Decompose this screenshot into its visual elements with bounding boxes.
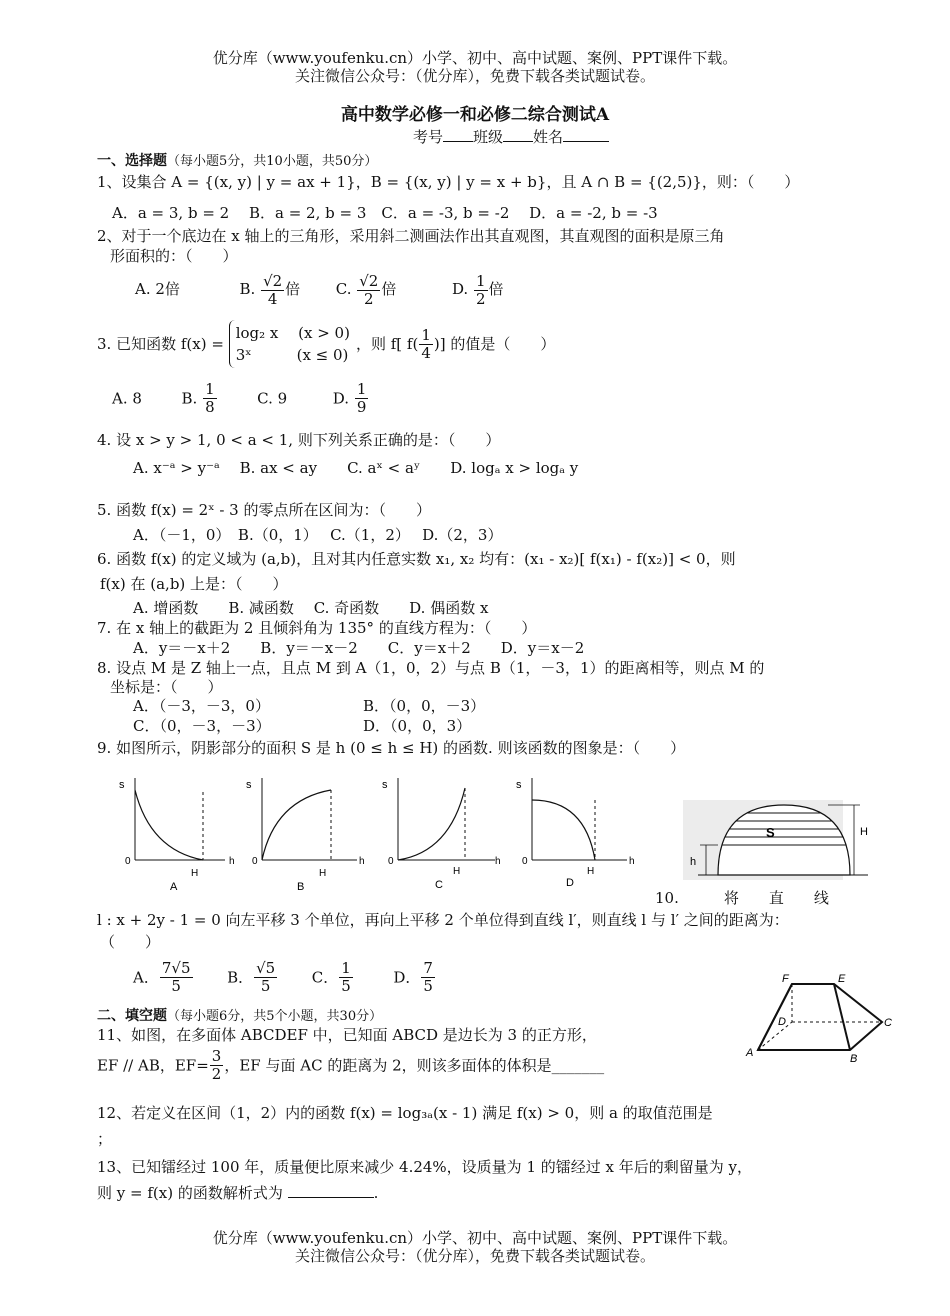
name-blank[interactable] bbox=[563, 127, 609, 142]
q9-graphs bbox=[95, 770, 655, 895]
q3-option-d-den: 9 bbox=[356, 398, 367, 416]
q3-tail-den: 4 bbox=[421, 343, 431, 362]
q3-lead: 3. 已知函数 f(x) = bbox=[97, 335, 224, 353]
q9-graph-a-o: 0 bbox=[125, 856, 131, 867]
q11-label-F: F bbox=[782, 973, 789, 985]
q8-option-b: B．（0，0，－3） bbox=[363, 697, 486, 715]
q9-graph-d-s: s bbox=[516, 779, 522, 791]
q9-graph-d-o: 0 bbox=[522, 856, 528, 867]
q3-case2: 3ˣ (x ≤ 0) bbox=[235, 346, 349, 364]
class-label: 班级 bbox=[473, 128, 504, 146]
section1-title: 一、选择题 bbox=[97, 153, 167, 169]
q10-lead: 10. 将 直 线 bbox=[655, 889, 829, 907]
q13-stem-line2-tail: . bbox=[373, 1184, 379, 1202]
q2-option-c-tail: 倍 bbox=[381, 280, 397, 298]
q3-option-c: C. 9 bbox=[257, 389, 288, 408]
q9-graph-c-H: H bbox=[453, 866, 461, 877]
site-header-line2: 关注微信公众号：（优分库），免费下载各类试题试卷。 bbox=[294, 67, 655, 85]
q12-stem-line2: ； bbox=[97, 1130, 113, 1148]
q10-option-d-den: 5 bbox=[423, 977, 433, 995]
q2-option-d-label: D. bbox=[451, 280, 469, 298]
q11-frac-num: 3 bbox=[211, 1047, 222, 1065]
q2-option-c-num: √2 bbox=[359, 271, 379, 290]
q8-option-d: D．（0，0，3） bbox=[363, 717, 472, 735]
exam-info bbox=[413, 127, 609, 147]
q9-graph-a bbox=[119, 778, 235, 893]
q13-stem-line1: 13、已知镭经过 100 年，质量便比原来减少 4.24%，设质量为 1 的镭经过 x 年后的剩留量为 y， bbox=[97, 1158, 752, 1176]
q2-options bbox=[135, 267, 504, 308]
q2-option-a: A. 2倍 bbox=[135, 280, 180, 298]
q7-options: A．y＝－x＋2 B．y＝－x－2 C．y＝x＋2 D．y＝x－2 bbox=[133, 639, 585, 657]
q11-polyhedron-figure bbox=[742, 970, 897, 1065]
q9-graph-d-letter: D bbox=[566, 877, 574, 889]
q2-stem-line1: 2、对于一个底边在 x 轴上的三角形，采用斜二测画法作出其直观图，其直观图的面积是原三角 bbox=[97, 227, 725, 245]
q8-stem-line1: 8. 设点 M 是 Z 轴上一点，且点 M 到 A（1，0，2）与点 B（1，－3，1）的距离相等，则点 M 的 bbox=[97, 659, 765, 677]
q10-stem-line1: l : x + 2y - 1 = 0 向左平移 3 个单位，再向上平移 2 个单位得到直线 l′，则直线 l 与 l′ 之间的距离为： bbox=[97, 911, 789, 929]
class-blank[interactable] bbox=[503, 127, 533, 142]
q3-stem bbox=[97, 320, 555, 368]
q11-label-D: D bbox=[778, 1016, 786, 1028]
q2-option-d-den: 2 bbox=[475, 289, 486, 308]
q9-dome-S: S bbox=[766, 825, 775, 840]
q3-options bbox=[112, 381, 369, 416]
q10-option-c-label: C． bbox=[311, 968, 339, 987]
q1-stem: 1、设集合 A = {(x, y) | y = ax + 1}，B = {(x, y) | y = x + b}，且 A ∩ B = {(2,5)}，则：（ ） bbox=[97, 173, 800, 191]
q10-option-b-num: √5 bbox=[256, 959, 276, 977]
q3-option-b-label: B. bbox=[181, 389, 198, 408]
q7-stem: 7. 在 x 轴上的截距为 2 且倾斜角为 135° 的直线方程为：（ ） bbox=[97, 619, 537, 637]
q9-graph-c-s: s bbox=[382, 779, 388, 791]
q9-graph-a-s: s bbox=[119, 779, 125, 791]
q10-option-b-den: 5 bbox=[260, 977, 271, 995]
q3-piecewise bbox=[229, 320, 356, 368]
q3-option-d-num: 1 bbox=[356, 380, 367, 398]
q9-graph-d-H: H bbox=[587, 866, 595, 877]
q6-stem-line2: f(x) 在 (a,b) 上是：（ ） bbox=[100, 575, 288, 593]
q9-graph-c-letter: C bbox=[435, 879, 443, 891]
q9-graph-c-o: 0 bbox=[388, 856, 394, 867]
q11-label-B: B bbox=[850, 1053, 858, 1065]
q8-option-c: C．（0，－3，－3） bbox=[133, 717, 271, 735]
q2-option-b-tail: 倍 bbox=[285, 280, 301, 298]
page-title: 高中数学必修一和必修二综合测试A bbox=[340, 105, 610, 125]
site-footer-line1: 优分库（www.youfenku.cn）小学、初中、高中试题、案例、PPT课件下载。 bbox=[212, 1229, 738, 1247]
section2-title: 二、填空题 bbox=[97, 1008, 167, 1024]
q9-graph-b-o: 0 bbox=[252, 856, 258, 867]
q9-graph-b-letter: B bbox=[297, 881, 305, 893]
site-header-line1: 优分库（www.youfenku.cn）小学、初中、高中试题、案例、PPT课件下载。 bbox=[212, 49, 738, 67]
q9-graph-b-h: h bbox=[359, 856, 365, 867]
q5-stem: 5. 函数 f(x) = 2ˣ - 3 的零点所在区间为：（ ） bbox=[97, 501, 431, 519]
q3-option-d-label: D. bbox=[332, 389, 350, 408]
q11-label-E: E bbox=[838, 973, 846, 985]
q9-graph-b-s: s bbox=[246, 779, 252, 791]
q9-graph-a-H: H bbox=[191, 868, 199, 879]
q8-option-a: A．（－3，－3，0） bbox=[133, 697, 270, 715]
q10-option-d-num: 7 bbox=[423, 959, 433, 977]
q9-graph-a-h: h bbox=[229, 856, 235, 867]
q9-graph-b-H: H bbox=[319, 868, 327, 879]
exam-no-blank[interactable] bbox=[443, 127, 473, 142]
q10-option-d-label: D． bbox=[393, 968, 421, 987]
q9-graph-d bbox=[516, 778, 635, 889]
q10-option-c-den: 5 bbox=[341, 977, 351, 995]
q10-stem-line2: （ ） bbox=[100, 933, 161, 951]
q12-stem-line1: 12、若定义在区间（1，2）内的函数 f(x) = log₃ₐ(x - 1) 满足 f(x) > 0，则 a 的取值范围是 bbox=[97, 1104, 713, 1122]
q3-case1: log₂ x (x > 0) bbox=[235, 324, 350, 342]
q3-tail-num: 1 bbox=[421, 325, 431, 344]
q10-options bbox=[133, 960, 436, 995]
q3-tail-b: )] 的值是（ ） bbox=[433, 335, 556, 353]
q9-dome-figure bbox=[678, 795, 873, 885]
q6-options: A. 增函数 B. 减函数 C. 奇函数 D. 偶函数 x bbox=[133, 599, 489, 617]
q11-frac-den: 2 bbox=[211, 1065, 222, 1083]
q2-option-b-num: √2 bbox=[263, 271, 283, 290]
q11-stem-line2 bbox=[97, 1048, 604, 1083]
q13-stem-line2 bbox=[97, 1183, 378, 1203]
q13-answer-blank[interactable] bbox=[288, 1183, 374, 1198]
q11-stem-line2-a: EF // AB，EF= bbox=[97, 1056, 209, 1075]
q11-label-A: A bbox=[746, 1047, 754, 1059]
section2-note: （每小题6分，共5个小题，共30分） bbox=[167, 1009, 383, 1024]
section1-heading bbox=[97, 150, 377, 170]
q3-option-b-den: 8 bbox=[205, 398, 215, 416]
q3-option-b-num: 1 bbox=[205, 380, 215, 398]
q4-stem: 4. 设 x > y > 1, 0 < a < 1, 则下列关系正确的是：（ ） bbox=[97, 431, 501, 449]
q9-graph-c bbox=[382, 778, 501, 891]
q6-stem-line1: 6. 函数 f(x) 的定义域为 (a,b)，且对其内任意实数 x₁, x₂ 均有：(x₁ - x₂)[ f(x₁) - f(x₂)] < 0，则 bbox=[97, 550, 736, 568]
q3-option-a: A. 8 bbox=[112, 389, 142, 408]
q10-option-a-den: 5 bbox=[171, 977, 181, 995]
q9-graph-d-h: h bbox=[629, 856, 635, 867]
q4-options: A. x⁻ᵃ > y⁻ᵃ B. ax < ay C. aˣ < aʸ D. logₐ x > logₐ y bbox=[133, 459, 579, 477]
q2-option-c-label: C. bbox=[335, 280, 352, 298]
section2-heading bbox=[97, 1005, 382, 1025]
q9-stem: 9. 如图所示，阴影部分的面积 S 是 h (0 ≤ h ≤ H) 的函数. 则该函数的图象是：（ ） bbox=[97, 739, 686, 757]
q2-stem-line2: 形面积的：（ ） bbox=[110, 247, 238, 265]
q5-options: A．（－1，0） B.（0，1） C.（1，2） D.（2，3） bbox=[133, 526, 503, 544]
q11-stem-line1: 11、如图，在多面体 ABCDEF 中，已知面 ABCD 是边长为 3 的正方形， bbox=[97, 1026, 597, 1044]
q10-option-a-label: A． bbox=[133, 968, 159, 987]
q10-option-b-label: B． bbox=[227, 968, 254, 987]
q9-graph-c-h: h bbox=[495, 856, 501, 867]
q9-dome-h: h bbox=[690, 856, 697, 868]
q2-option-b-label: B. bbox=[239, 280, 256, 298]
section1-note: （每小题5分，共10小题，共50分） bbox=[167, 154, 378, 169]
q8-stem-line2: 坐标是：（ ） bbox=[110, 678, 223, 696]
q2-option-b-den: 4 bbox=[267, 289, 278, 308]
q9-graph-b bbox=[246, 778, 365, 893]
q1-options: A．a = 3, b = 2 B．a = 2, b = 3 C．a = -3, b = -2 D．a = -2, b = -3 bbox=[112, 204, 658, 222]
q10-option-a-num: 7√5 bbox=[161, 959, 191, 977]
q3-tail-a: ，则 f[ f( bbox=[355, 335, 419, 353]
q2-option-d-num: 1 bbox=[475, 271, 486, 290]
q11-stem-line2-b: ，EF 与面 AC 的距离为 2，则该多面体的体积是_______ bbox=[224, 1056, 605, 1075]
exam-no-label: 考号 bbox=[413, 128, 444, 146]
q10-option-c-num: 1 bbox=[341, 959, 351, 977]
q9-dome-H: H bbox=[860, 826, 868, 838]
q13-stem-line2-text: 则 y = f(x) 的函数解析式为 bbox=[97, 1184, 283, 1202]
q2-option-d-tail: 倍 bbox=[488, 280, 504, 298]
name-label: 姓名 bbox=[533, 128, 564, 146]
q2-option-c-den: 2 bbox=[364, 289, 374, 308]
site-footer-line2: 关注微信公众号：（优分库），免费下载各类试题试卷。 bbox=[294, 1247, 655, 1265]
q11-label-C: C bbox=[884, 1017, 892, 1029]
q9-graph-a-letter: A bbox=[170, 881, 178, 893]
